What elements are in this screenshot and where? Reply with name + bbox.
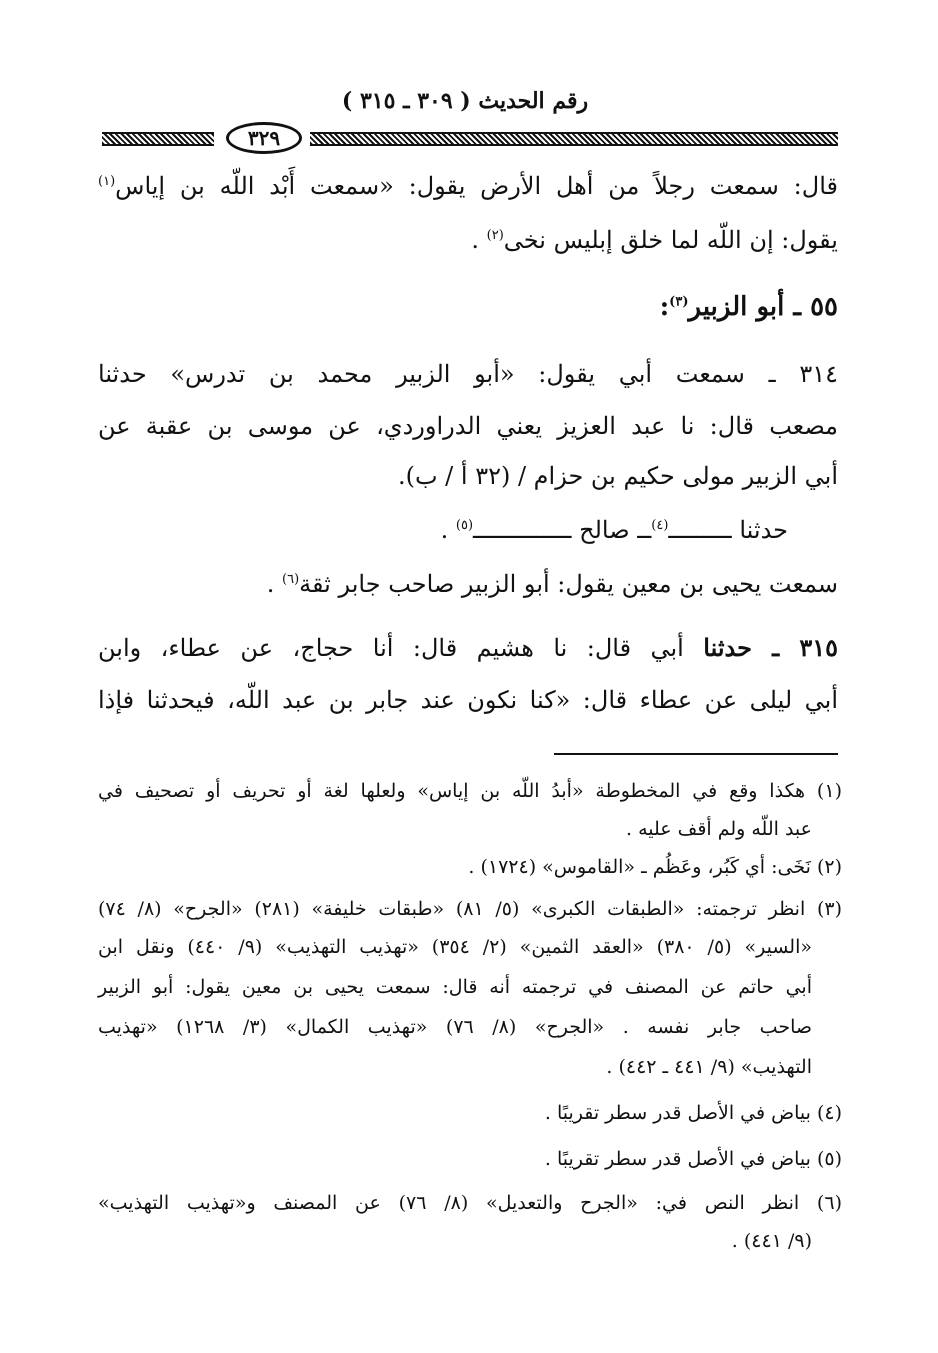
footnote-3-line-5: التهذيب» (٩/ ٤٤١ ـ ٤٤٢) . [606,1056,812,1078]
section-heading-text: ٥٥ ـ أبو الزبير [688,292,838,322]
lacuna-middle: ــ صالح ــــــــــــــ [473,516,652,544]
note-ref-4: (٤) [651,518,669,533]
body-line-6 [98,462,838,491]
footnote-1-line-1: (١) هكذا وقع في المخطوطة «أبدُ اللّه بن إياس» ولعلها لغة أو تحريف أو تصحيف في [98,780,842,802]
body-line-10-text: أبي ليلى عن عطاء قال: «كنا نكون عند جابر بن عبد اللّه، فيحدثنا فإذا [98,686,838,714]
body-line-6-text: أبي الزبير مولى حكيم بن حزام / (٣٢ أ / ب). [397,462,838,490]
footnote-2: (٢) نَخَى: أي كَبُر، وعَظُم ـ «القاموس» (١٧٢٤) . [468,856,842,878]
footnote-5: (٥) بياض في الأصل قدر سطر تقريبًا . [544,1148,842,1170]
body-line-8: سمعت يحيى بن معين يقول: أبو الزبير صاحب جابر ثقة$^{(٦)}$ . [266,570,838,598]
body-line-2: يقول: إن اللّه لما خلق إبليس نخى$^{(٢)}$ . [471,226,838,254]
lacuna-line: حدثنا ـــــــــ$^{(٤)}$ــ صالح ــــــــــــــ$^{(٥)}$ . [440,516,788,544]
header-rule-right [310,132,838,146]
body-line-9-text: أبي قال: نا هشيم قال: أنا حجاج، عن عطاء، وابن [98,634,684,662]
footnote-3-line-4: صاحب جابر نفسه . «الجرح» (٨/ ٧٦) «تهذيب الكمال» (٣/ ١٢٦٨) «تهذيب [98,1016,812,1038]
footnote-6-line-1: (٦) انظر النص في: «الجرح والتعديل» (٨/ ٧٦) عن المصنف و«تهذيب التهذيب» [98,1192,842,1214]
body-line-1-text: قال: سمعت رجلاً من أهل الأرض يقول: «سمعت أَبْد اللّه بن إياس [115,172,838,200]
body-line-10 [98,686,838,715]
footnote-4: (٤) بياض في الأصل قدر سطر تقريبًا . [544,1102,842,1124]
section-heading: ٥٥ ـ أبو الزبير$^{(٣)}$: [659,292,838,322]
note-ref-2: (٢) [486,228,504,243]
header-rule-left [102,132,214,146]
body-line-5 [98,412,838,441]
footnote-1-line-2: عبد اللّه ولم أقف عليه . [625,818,812,840]
body-line-9 [98,634,838,663]
body-line-2-text: يقول: إن اللّه لما خلق إبليس نخى [503,226,838,254]
footnote-6-line-2: (٩/ ٤٤١) . [731,1230,812,1252]
body-line-4-text: ٣١٤ ـ سمعت أبي يقول: «أبو الزبير محمد بن تدرس» حدثنا [98,360,838,388]
footnote-3-line-2: «السير» (٥/ ٣٨٠) «العقد الثمين» (٢/ ٣٥٤) «تهذيب التهذيب» (٩/ ٤٤٠) ونقل ابن [98,936,813,958]
footnote-3-line-1: (٣) انظر ترجمته: «الطبقات الكبرى» (٥/ ٨١) «طبقات خليفة» (٢٨١) «الجرح» (٨/ ٧٤) [98,898,842,920]
lacuna-start: حدثنا ـــــــــ [668,516,788,544]
body-line-4 [98,360,838,389]
note-ref-1: (١) [98,174,116,189]
page-number-badge [226,122,302,154]
hadith-315-label: ٣١٥ ـ حدثنا [703,633,838,662]
note-ref-3: (٣) [669,294,689,310]
page-number: ٣٢٩ [247,126,281,150]
footnote-separator [554,753,838,755]
note-ref-6: (٦) [282,572,300,587]
body-line-8-text: سمعت يحيى بن معين يقول: أبو الزبير صاحب جابر ثقة [299,570,838,598]
running-title: رقم الحديث ( ٣٠٩ ـ ٣١٥ ) [341,88,589,114]
body-line-5-text: مصعب قال: نا عبد العزيز يعني الدراوردي، عن موسى بن عقبة عن [98,412,839,440]
note-ref-5: (٥) [455,518,474,533]
body-line-1 [98,172,838,201]
header-rule [0,122,938,156]
footnote-3-line-3: أبي حاتم عن المصنف في ترجمته أنه قال: سمعت يحيى بن معين يقول: أبو الزبير [98,976,812,998]
